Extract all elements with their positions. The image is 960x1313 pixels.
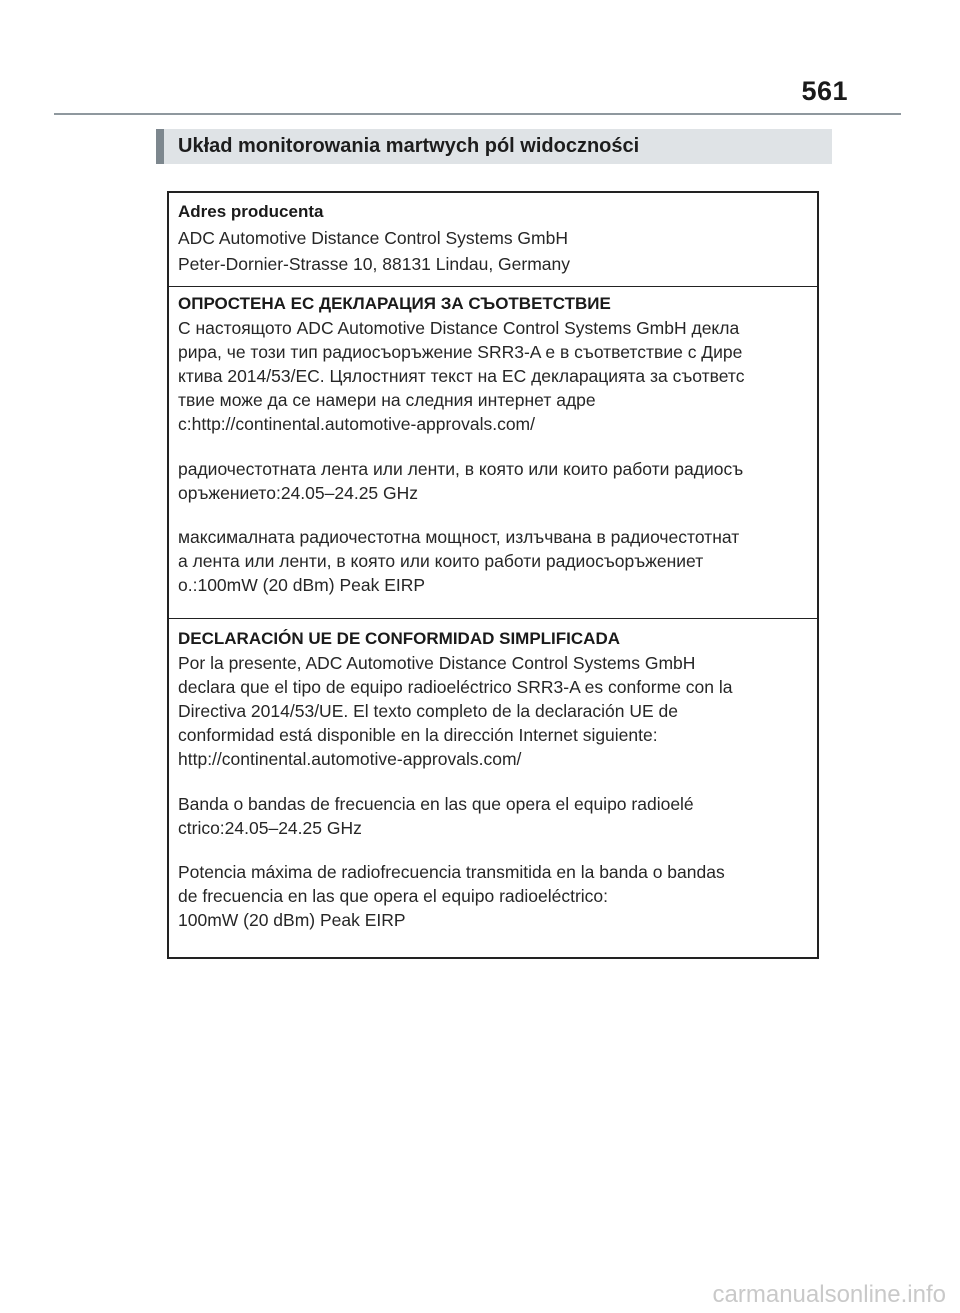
paragraph-gap xyxy=(178,436,809,457)
paragraph-gap xyxy=(178,505,809,525)
header-rule xyxy=(54,113,901,115)
manufacturer-address: Peter-Dornier-Strasse 10, 88131 Lindau, Germany xyxy=(178,254,571,274)
spanish-frequency-line: Banda o bandas de frecuencia en las que opera el equipo radioelé xyxy=(178,794,694,814)
bulgarian-frequency-line: оръжението:24.05–24.25 GHz xyxy=(178,483,419,503)
spanish-statement-line: Por la presente, ADC Automotive Distance Control Systems GmbH xyxy=(178,653,696,673)
paragraph-gap xyxy=(178,840,809,860)
spanish-power-line: Potencia máxima de radiofrecuencia transmitida en la banda o bandas xyxy=(178,862,725,882)
spanish-frequency-line: ctrico:24.05–24.25 GHz xyxy=(178,818,362,838)
manufacturer-heading: Adres producenta xyxy=(178,202,324,221)
spanish-declaration-block xyxy=(178,627,809,932)
bulgarian-statement-line: ктива 2014/53/ЕС. Цялостният текст на ЕС декларацията за съответс xyxy=(178,366,745,386)
spanish-heading: DECLARACIÓN UE DE CONFORMIDAD SIMPLIFICADA xyxy=(178,629,620,648)
spanish-power-line: 100mW (20 dBm) Peak EIRP xyxy=(178,910,406,930)
bulgarian-power-line: о.:100mW (20 dBm) Peak EIRP xyxy=(178,575,426,595)
bulgarian-frequency-line: радиочестотната лента или ленти, в която или които работи радиосъ xyxy=(178,459,744,479)
spanish-statement-line: declara que el tipo de equipo radioeléctrico SRR3-A es conforme con la xyxy=(178,677,733,697)
bulgarian-heading: ОПРОСТЕНА ЕС ДЕКЛАРАЦИЯ ЗА СЪОТВЕТСТВИЕ xyxy=(178,294,611,313)
section-title-bar xyxy=(156,129,832,164)
spanish-statement-line: Directiva 2014/53/UE. El texto completo de la declaración UE de xyxy=(178,701,678,721)
bulgarian-power-line: максималната радиочестотна мощност, излъчвана в радиочестотнат xyxy=(178,527,740,547)
watermark: carmanualsonline.info xyxy=(712,1281,946,1308)
bulgarian-statement-line: твие може да се намери на следния интернет адре xyxy=(178,390,596,410)
paragraph-gap xyxy=(178,771,809,792)
spanish-statement-line: conformidad está disponible en la dirección Internet siguiente: xyxy=(178,725,658,745)
bulgarian-statement-line: рира, че този тип радиосъоръжение SRR3-A е в съответствие с Дире xyxy=(178,342,743,362)
divider-bulgarian-spanish xyxy=(169,618,817,619)
section-title: Układ monitorowania martwych pól widoczności xyxy=(178,135,640,157)
divider-manufacturer-bulgarian xyxy=(169,286,817,287)
bulgarian-statement-line: c:http://continental.automotive-approvals.com/ xyxy=(178,414,535,434)
bulgarian-power-line: а лента или ленти, в която или които работи радиосъоръжениет xyxy=(178,551,704,571)
manufacturer-company: ADC Automotive Distance Control Systems GmbH xyxy=(178,228,568,248)
bulgarian-declaration-block xyxy=(178,292,809,597)
spanish-power-line: de frecuencia en las que opera el equipo radioeléctrico: xyxy=(178,886,609,906)
bulgarian-statement-line: С настоящото ADC Automotive Distance Control Systems GmbH декла xyxy=(178,318,740,338)
declaration-box xyxy=(167,191,819,959)
manufacturer-block xyxy=(178,199,809,277)
spanish-statement-line: http://continental.automotive-approvals.com/ xyxy=(178,749,522,769)
page-number: 561 xyxy=(801,76,848,106)
